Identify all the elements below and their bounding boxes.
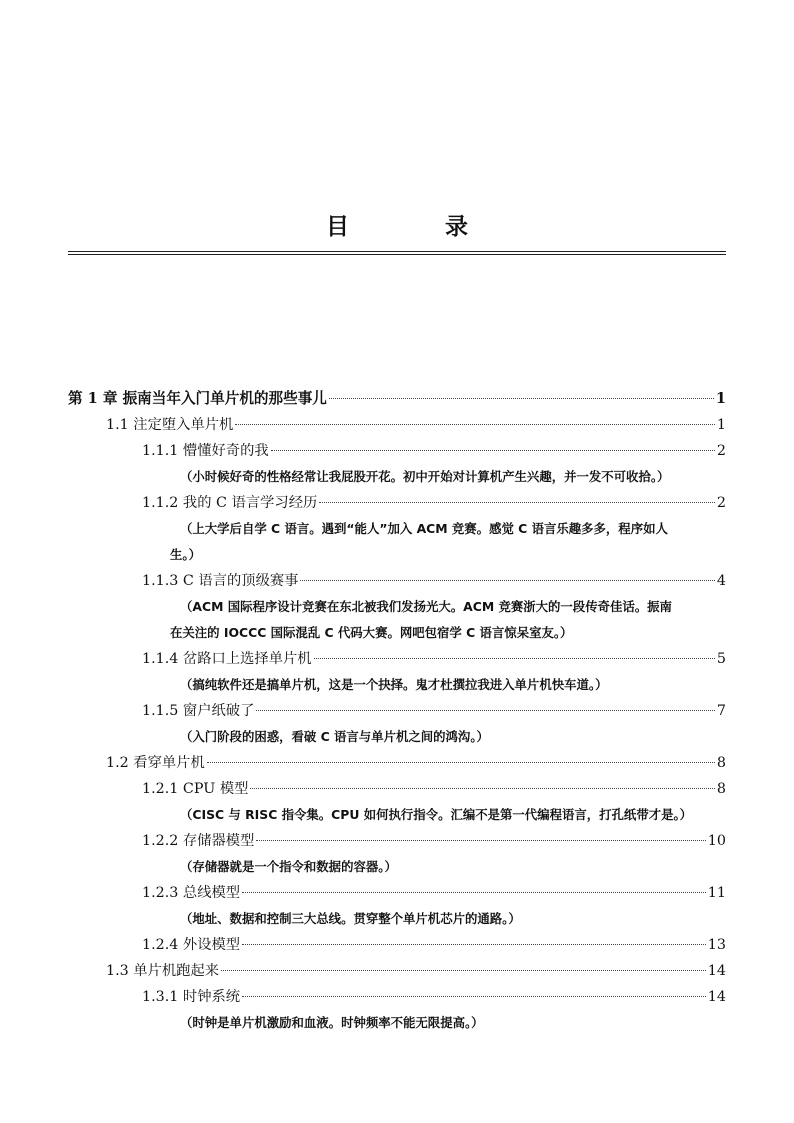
toc-page-number: 5 (716, 651, 726, 667)
toc-page-number: 10 (707, 833, 726, 849)
toc-page-number: 7 (716, 703, 726, 719)
toc-page-number: 4 (716, 573, 726, 589)
dot-leader (256, 710, 714, 711)
toc-page-number: 13 (707, 937, 726, 953)
toc-entry-1-1-5[interactable] (68, 698, 726, 724)
toc-entry-label: 1.1.3 C 语言的顶级赛事 (142, 573, 299, 589)
toc-page-number: 8 (716, 781, 726, 797)
toc-summary-continued: 生。） (170, 547, 201, 562)
toc-entry-label: 1.1.2 我的 C 语言学习经历 (142, 495, 318, 511)
toc-entry-1-2-3[interactable] (68, 880, 726, 906)
toc-summary: （上大学后自学 C 语言。遇到“能人”加入 ACM 竞赛。感觉 C 语言乐趣多多，程序如人 (180, 521, 668, 536)
toc-summary-continued: 在关注的 IOCCC 国际混乱 C 代码大赛。网吧包宿学 C 语言惊呆室友。） (170, 625, 573, 640)
toc-entry-label: 1.3.1 时钟系统 (142, 989, 241, 1005)
toc-entry-1-1[interactable] (68, 412, 726, 438)
toc-summary: （ACM 国际程序设计竞赛在东北被我们发扬光大。ACM 竞赛浙大的一段传奇佳话。振南 (180, 599, 672, 614)
toc-entry-label: 第 1 章 振南当年入门单片机的那些事儿 (68, 390, 327, 407)
toc-entry-label: 1.2.4 外设模型 (142, 937, 241, 953)
toc-summary: （时钟是单片机激励和血液。时钟频率不能无限提高。） (180, 1015, 484, 1030)
dot-leader (221, 970, 706, 971)
dot-leader (300, 580, 714, 581)
dot-leader (242, 892, 706, 893)
toc-page-number: 14 (707, 989, 726, 1005)
toc-entry-label: 1.1.5 窗户纸破了 (142, 703, 255, 719)
dot-leader (256, 840, 705, 841)
dot-leader (314, 658, 715, 659)
toc-entry-1-2-2[interactable] (68, 828, 726, 854)
toc-entry-1-1-4[interactable] (68, 646, 726, 672)
toc-entry-1-1-3[interactable] (68, 568, 726, 594)
toc-entry-1-1-2[interactable] (68, 490, 726, 516)
toc-entry-chapter-1[interactable] (68, 386, 726, 412)
toc-page-number: 2 (716, 443, 726, 459)
page-title: 目 录 (325, 214, 512, 240)
table-of-contents (68, 386, 726, 1036)
toc-page-number: 2 (716, 495, 726, 511)
dot-leader (235, 424, 715, 425)
toc-summary: （入门阶段的困惑，看破 C 语言与单片机之间的鸿沟。） (180, 729, 489, 744)
toc-summary: （CISC 与 RISC 指令集。CPU 如何执行指令。汇编不是第一代编程语言，打孔纸带才是。） (180, 807, 693, 822)
toc-entry-1-1-1[interactable] (68, 438, 726, 464)
title-rule-thick (68, 251, 726, 252)
toc-entry-label: 1.2.2 存储器模型 (142, 833, 255, 849)
dot-leader (319, 502, 715, 503)
toc-summary: （存储器就是一个指令和数据的容器。） (180, 859, 397, 874)
toc-entry-label: 1.3 单片机跑起来 (106, 963, 220, 979)
title-rule-thin (68, 254, 726, 255)
toc-page-number: 11 (707, 885, 726, 901)
toc-entry-1-3[interactable] (68, 958, 726, 984)
toc-entry-label: 1.2.3 总线模型 (142, 885, 241, 901)
dot-leader (250, 788, 714, 789)
toc-summary: （小时候好奇的性格经常让我屁股开花。初中开始对计算机产生兴趣，并一发不可收拾。） (180, 469, 670, 484)
toc-entry-label: 1.2 看穿单片机 (106, 755, 205, 771)
toc-page-number: 14 (707, 963, 726, 979)
toc-entry-1-2-1[interactable] (68, 776, 726, 802)
toc-entry-label: 1.1.1 懵懂好奇的我 (142, 443, 269, 459)
toc-entry-1-2[interactable] (68, 750, 726, 776)
toc-entry-label: 1.2.1 CPU 模型 (142, 781, 249, 797)
toc-entry-label: 1.1 注定堕入单片机 (106, 417, 234, 433)
toc-page-number: 8 (716, 755, 726, 771)
toc-page-number: 1 (715, 390, 726, 407)
toc-summary: （搞纯软件还是搞单片机，这是一个抉择。鬼才杜撰拉我进入单片机快车道。） (180, 677, 608, 692)
dot-leader (242, 996, 706, 997)
toc-entry-label: 1.1.4 岔路口上选择单片机 (142, 651, 312, 667)
dot-leader (242, 944, 706, 945)
dot-leader (271, 450, 715, 451)
dot-leader (207, 762, 715, 763)
toc-summary: （地址、数据和控制三大总线。贯穿整个单片机芯片的通路。） (180, 911, 521, 926)
toc-page-number: 1 (716, 417, 726, 433)
toc-entry-1-2-4[interactable] (68, 932, 726, 958)
dot-leader (329, 398, 714, 399)
toc-entry-1-3-1[interactable] (68, 984, 726, 1010)
